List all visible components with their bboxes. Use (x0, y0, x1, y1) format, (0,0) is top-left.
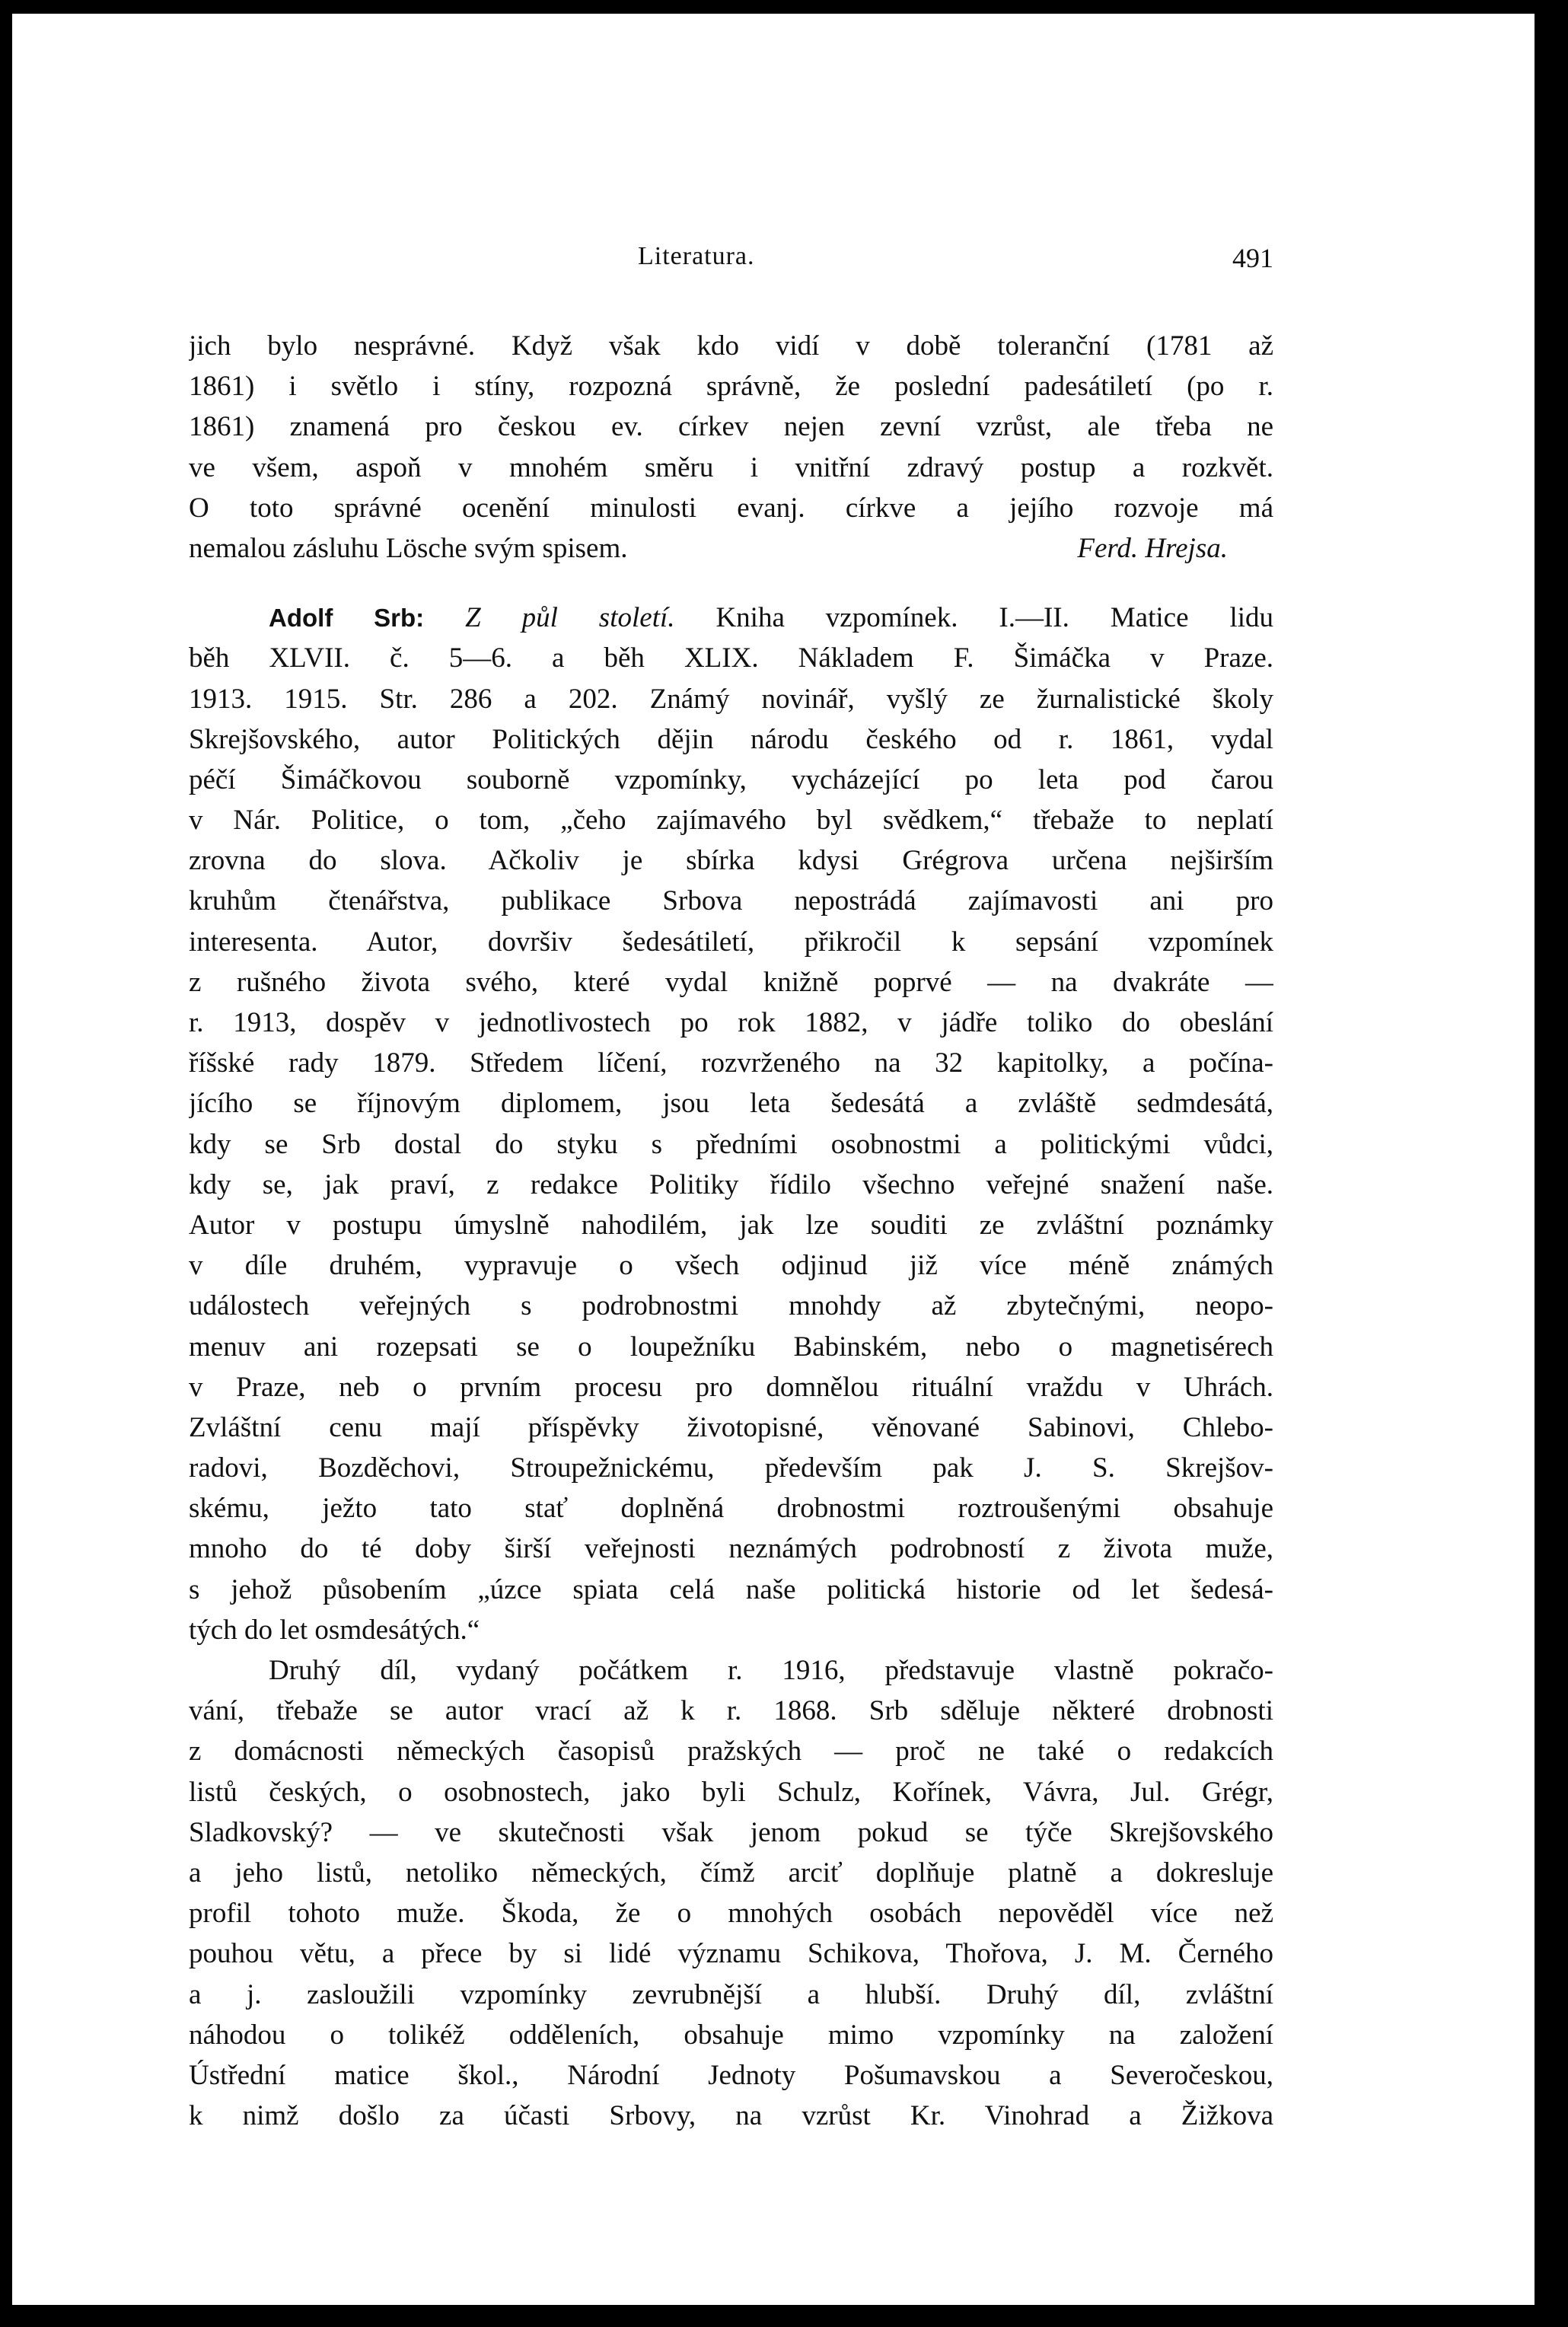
text-line: v Nár. Politice, o tom, „čeho zajímavého byl svědkem,“ třebaže to neplatí (189, 805, 1273, 837)
text-line: z domácnosti německých časopisů pražských — proč ne také o redakcích (189, 1736, 1273, 1768)
text-line: k nimž došlo za účasti Srbovy, na vzrůst Kr. Vinohrad a Žižkova (189, 2100, 1273, 2132)
text-line: Zvláštní cenu mají příspěvky životopisné, věnované Sabinovi, Chlebo- (189, 1411, 1273, 1443)
text-line: r. 1913, dospěv v jednotlivostech po rok 1882, v jádře toliko do obeslání (189, 1007, 1273, 1038)
text-line: jícího se říjnovým diplomem, jsou leta šedesátá a zvláště sedmdesátá, (189, 1088, 1273, 1120)
text-line: kruhům čtenářstva, publikace Srbova nepostrádá zajímavosti ani pro (189, 885, 1273, 917)
text-line: 1861) znamená pro českou ev. církev nejen zevní vzrůst, ale třeba ne (189, 411, 1273, 443)
text-line-last: nemalou zásluhu Lösche svým spisem. (189, 532, 628, 564)
review-entry (189, 598, 1273, 2136)
text-line: v díle druhém, vypravuje o všech odjinud již více méně známých (189, 1250, 1273, 1282)
text-line: Ústřední matice škol., Národní Jednoty Pošumavskou a Severočeskou, (189, 2059, 1273, 2091)
text-line: listů českých, o osobnostech, jako byli Schulz, Kořínek, Vávra, Jul. Grégr, (189, 1776, 1273, 1808)
text-line: náhodou o tolikéž odděleních, obsahuje mimo vzpomínky na založení (189, 2019, 1273, 2051)
page-header (189, 242, 1273, 280)
text-line: mnoho do té doby širší veřejnosti neznámých podrobností z života muže, (189, 1533, 1273, 1565)
text-line-last: tých do let osmdesátých.“ (189, 1614, 480, 1646)
text-line: vání, třebaže se autor vrací až k r. 1868. Srb sděluje některé drobnosti (189, 1695, 1273, 1727)
running-title: Literatura. (638, 242, 755, 270)
text-line: O toto správné ocenění minulosti evanj. církve a jejího rozvoje má (189, 492, 1273, 524)
signature-line (189, 528, 1273, 569)
text-line: s jehož působením „úzce spiata celá naše politická historie od let šedesá- (189, 1573, 1273, 1605)
text-line: v Praze, neb o prvním procesu pro domnělou rituální vraždu v Uhrách. (189, 1371, 1273, 1403)
body-text (189, 326, 1273, 2136)
text-line: skému, ježto tato stať doplněná drobnostmi roztroušenými obsahuje (189, 1493, 1273, 1525)
text-line: 1861) i světlo i stíny, rozpozná správně, že poslední padesátiletí (po r. (189, 371, 1273, 403)
review-first-line: Kniha vzpomínek. I.—II. Matice lidu (715, 602, 1273, 634)
text-line: událostech veřejných s podrobnostmi mnohdy až zbytečnými, neopo- (189, 1290, 1273, 1322)
continuation-paragraph (189, 326, 1273, 569)
text-line: pouhou větu, a přece by si lidé významu Schikova, Thořova, J. M. Černého (189, 1938, 1273, 1970)
text-line: zrovna do slova. Ačkoliv je sbírka kdysi Grégrova určena nejširším (189, 845, 1273, 877)
text-line: profil tohoto muže. Škoda, že o mnohých osobách nepověděl více než (189, 1898, 1273, 1930)
page-number: 491 (1232, 243, 1273, 273)
text-line: a j. zasloužili vzpomínky zevrubnější a hlubší. Druhý díl, zvláštní (189, 1978, 1273, 2010)
section-gap (189, 569, 1273, 598)
text-line: menuv ani rozepsati se o loupežníku Babinském, nebo o magnetisérech (189, 1331, 1273, 1363)
text-line: Sladkovský? — ve skutečnosti však jenom pokud se týče Skrejšovského (189, 1816, 1273, 1848)
text-line: radovi, Bozděchovi, Stroupežnickému, především pak J. S. Skrejšov- (189, 1452, 1273, 1484)
text-line: 1913. 1915. Str. 286 a 202. Známý novinář, vyšlý ze žurnalistické školy (189, 683, 1273, 715)
review-book-title: Z půl století. (465, 602, 675, 634)
text-line: Skrejšovského, autor Politických dějin národu českého od r. 1861, vydal (189, 723, 1273, 755)
text-line: péčí Šimáčkovou souborně vzpomínky, vycházející po leta pod čarou (189, 763, 1273, 795)
review-heading-line (189, 598, 1273, 638)
text-line: a jeho listů, netoliko německých, čímž arciť doplňuje platně a dokresluje (189, 1857, 1273, 1889)
text-line: ve všem, aspoň v mnohém směru i vnitřní zdravý postup a rozkvět. (189, 451, 1273, 483)
book-page (12, 14, 1535, 2305)
text-line: Druhý díl, vydaný počátkem r. 1916, představuje vlastně pokračo- (269, 1655, 1273, 1686)
text-line: běh XLVII. č. 5—6. a běh XLIX. Nákladem F. Šimáčka v Praze. (189, 642, 1273, 674)
text-line: jich bylo nesprávné. Když však kdo vidí v době toleranční (1781 až (189, 330, 1273, 362)
text-line: interesenta. Autor, dovršiv šedesátiletí, přikročil k sepsání vzpomínek (189, 926, 1273, 958)
text-line: kdy se, jak praví, z redakce Politiky řídilo všechno veřejné snažení naše. (189, 1168, 1273, 1200)
text-line: z rušného života svého, které vydal knižně poprvé — na dvakráte — (189, 966, 1273, 998)
review-author: Adolf Srb: (269, 604, 425, 633)
text-line: říšské rady 1879. Středem líčení, rozvrženého na 32 kapitolky, a počína- (189, 1047, 1273, 1079)
text-line: Autor v postupu úmyslně nahodilém, jak lze souditi ze zvláštní poznámky (189, 1209, 1273, 1241)
text-line: kdy se Srb dostal do styku s předními osobnostmi a politickými vůdci, (189, 1128, 1273, 1160)
reviewer-signature: Ferd. Hrejsa. (1077, 532, 1228, 564)
